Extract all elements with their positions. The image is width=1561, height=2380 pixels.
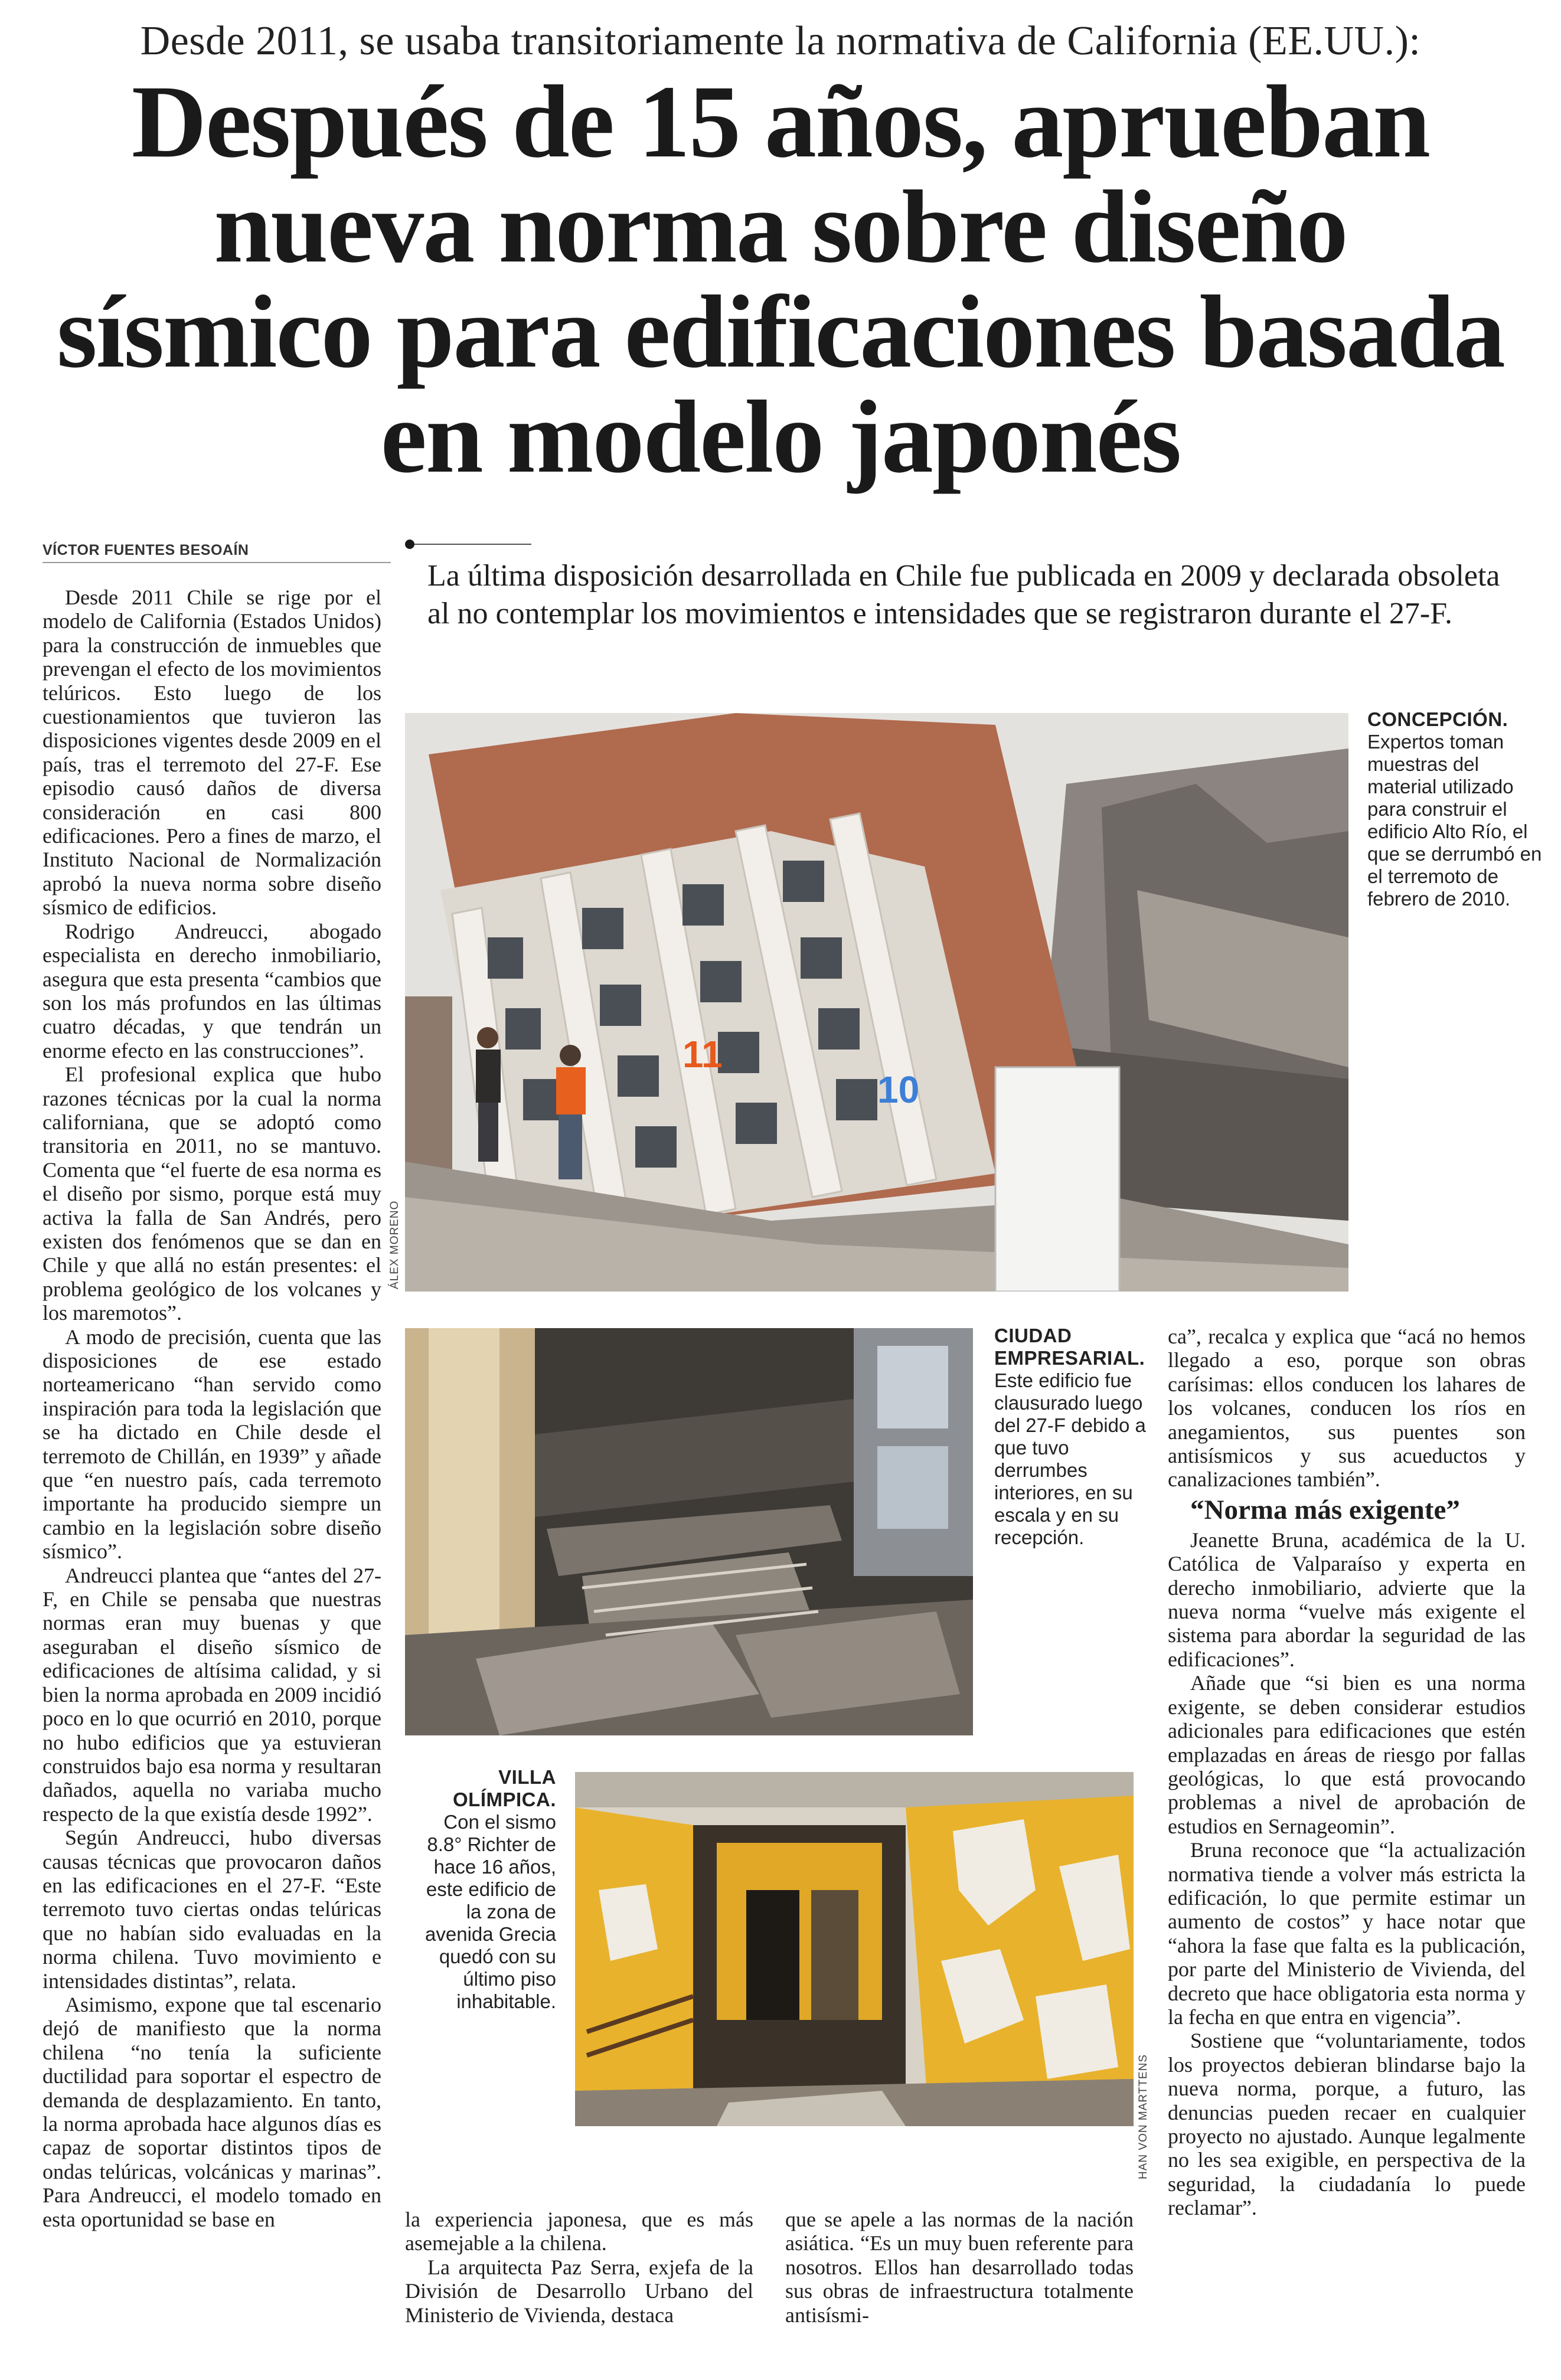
article-column-1: [43, 586, 381, 2231]
photo-ciudad-empresarial: [405, 1328, 973, 1735]
paragraph: Bruna reconoce que “la actualización normativa tiende a volver más estricta la edificación, lo que permite estimar un aumento de costos” y hace notar que “ahora la fase que falta es la publicación, por parte del Ministerio de Vivienda, del decreto que hace obligatoria esta norma y la fecha en que entra en vigencia”.: [1168, 1838, 1526, 2029]
photo-villa-olimpica: [575, 1772, 1134, 2126]
graffiti-mark: 10: [877, 1068, 920, 1111]
paragraph: que se apele a las normas de la nación asiática. “Es un muy buen referente para nosotros. Ellos han desarrollado todas sus obras de infraestructura totalmente antisísmi-: [785, 2208, 1134, 2327]
lead-rule: [414, 544, 531, 545]
caption-title: CONCEPCIÓN.: [1367, 708, 1508, 730]
paragraph: ca”, recalca y explica que “acá no hemos llegado a eso, porque son obras carísimas: ellos conducen los lahares de los volcanes, conducen los ríos en anegamientos, sus puentes son antisísmicos y sus acueductos y canalizaciones también”.: [1168, 1325, 1526, 1492]
paragraph: Según Andreucci, hubo diversas causas técnicas que provocaron daños en las edificaciones en el 27-F. “Este terremoto tuvo ciertas ondas telúricas que no habían sido evaluadas en la norma chilena. Tuvo movimiento e intensidades distintas”, relata.: [43, 1826, 381, 1993]
photo-caption: [994, 1325, 1148, 1549]
kicker: Desde 2011, se usaba transitoriamente la normativa de California (EE.UU.):: [140, 18, 1421, 64]
photo-concepcion: [405, 713, 1348, 1292]
paragraph: Andreucci plantea que “antes del 27-F, en Chile se pensaba que nuestras normas eran muy buenas y que aseguraban el diseño sísmico de edificaciones de altísima calidad, y si bien la norma aprobada en 2009 incidió poco en lo que ocurrió en 2010, porque no hubo edificios que ya estuvieran construidos bajo esa norma y resultaran dañados, aquella no variaba mucho respecto de la que existía desde 1992”.: [43, 1563, 381, 1826]
byline-rule: [43, 562, 391, 563]
caption-title: CIUDAD EMPRESARIAL.: [994, 1325, 1145, 1369]
photo-caption: [1367, 708, 1544, 910]
byline: VÍCTOR FUENTES BESOAÍN: [43, 542, 249, 558]
interior-collapse-illustration: [405, 1328, 973, 1735]
photo-credit: ÁLEX MORENO: [388, 1200, 401, 1289]
paragraph: Rodrigo Andreucci, abogado especialista en derecho inmobiliario, asegura que esta presenta “cambios que son los más profundos en las últimas cuatro décadas, y que tendrán un enorme efecto en las construcciones”.: [43, 919, 381, 1062]
headline-line: Después de 15 años, aprueban: [131, 64, 1430, 179]
photo-credit: HAN VON MARTTENS: [1137, 2054, 1149, 2179]
paragraph: la experiencia japonesa, que es más asemejable a la chilena.: [405, 2208, 753, 2255]
paragraph: La arquitecta Paz Serra, exjefa de la División de Desarrollo Urbano del Ministerio de Vivienda, destaca: [405, 2255, 753, 2327]
collapsed-building-illustration: [405, 713, 1348, 1292]
caption-title: VILLA OLÍMPICA.: [453, 1766, 556, 1810]
photo-caption: [416, 1766, 556, 2013]
headline-line: nueva norma sobre diseño: [214, 169, 1347, 285]
article-column-4: [1168, 1325, 1526, 2220]
paragraph: Jeanette Bruna, académica de la U. Católica de Valparaíso y experta en derecho inmobiliario, advierte que la nueva norma “vuelve más exigente el sistema para abordar la seguridad de las edificaciones”.: [1168, 1528, 1526, 1671]
subhead: “Norma más exigente”: [1190, 1494, 1460, 1525]
headline-line: sísmico para edificaciones basada: [57, 274, 1504, 390]
graffiti-mark: 11: [682, 1033, 723, 1075]
caption-text: Con el sismo 8.8° Richter de hace 16 años, este edificio de la zona de avenida Grecia quedó con su último piso inhabitable.: [425, 1811, 556, 2012]
caption-text: Este edificio fue clausurado luego del 27-F debido a que tuvo derrumbes interiores, en su escala y en su recepción.: [994, 1369, 1146, 1548]
lead-paragraph: La última disposición desarrollada en Chile fue publicada en 2009 y declarada obsoleta al no contemplar los movimientos e intensidades que se registraron durante el 27-F.: [427, 559, 1500, 630]
paragraph: A modo de precisión, cuenta que las disposiciones de ese estado norteamericano “han servido como inspiración para toda la legislación que se ha dictado en Chile desde el terremoto de Chillán, en 1939” y añade que “en nuestro país, cada terremoto importante ha producido siempre un cambio en la legislación sobre diseño sísmico”.: [43, 1325, 381, 1564]
headline: [35, 64, 1526, 495]
paragraph: Desde 2011 Chile se rige por el modelo de California (Estados Unidos) para la construcción de inmuebles que prevengan el efecto de los movimientos telúricos. Esto luego de los cuestionamientos que tuvieron las disposiciones vigentes desde 2009 en el país, tras el terremoto del 27-F. Ese episodio causó daños de diversa consideración en casi 800 edificaciones. Pero a fines de marzo, el Instituto Nacional de Normalización aprobó la nueva norma sobre diseño sísmico de edificios.: [43, 586, 381, 920]
paragraph: El profesional explica que hubo razones técnicas por la cual la norma californiana, que se adoptó como transitoria en 2011, no se mantuvo. Comenta que “el fuerte de esa norma es el diseño por sismo, porque está muy activa la falla de San Andrés, pero existen dos fenómenos que se dan en Chile y que allá no están presentes: el problema geológico de los volcanes y los maremotos”.: [43, 1062, 381, 1325]
paragraph: Asimismo, expone que tal escenario dejó de manifiesto que la norma chilena “no tenía la suficiente ductilidad para soportar el espectro de demanda de desplazamiento. En tanto, la norma aprobada hace algunos días es capaz de soportar distintos tipos de ondas telúricas, volcánicas y marinas”. Para Andreucci, el modelo tomado en esta oportunidad se base en: [43, 1992, 381, 2231]
article-column-2: [405, 2208, 753, 2327]
paragraph: Sostiene que “voluntariamente, todos los proyectos debieran blindarse bajo la nueva norma, porque, a futuro, las denuncias pueden recaer en cualquier proyecto no ajustado. Aunque legalmente no les sea exigible, en perspectiva de la seguridad, la ciudadanía lo puede reclamar”.: [1168, 2029, 1526, 2220]
article-column-3: [785, 2208, 1134, 2327]
paragraph: Añade que “si bien es una norma exigente, se deben considerar estudios adicionales para edificaciones que estén emplazadas en áreas de riesgo por fallas geológicas, lo que está provocando problemas a nivel de aprobación de estudios en Sernageomin”.: [1168, 1671, 1526, 1838]
damaged-wall-illustration: [575, 1772, 1134, 2126]
lead-bullet: [405, 540, 414, 549]
caption-text: Expertos toman muestras del material utilizado para construir el edificio Alto Río, el que se derrumbó en el terremoto de febrero de 2010.: [1367, 731, 1542, 910]
headline-line: en modelo japonés: [380, 380, 1181, 495]
